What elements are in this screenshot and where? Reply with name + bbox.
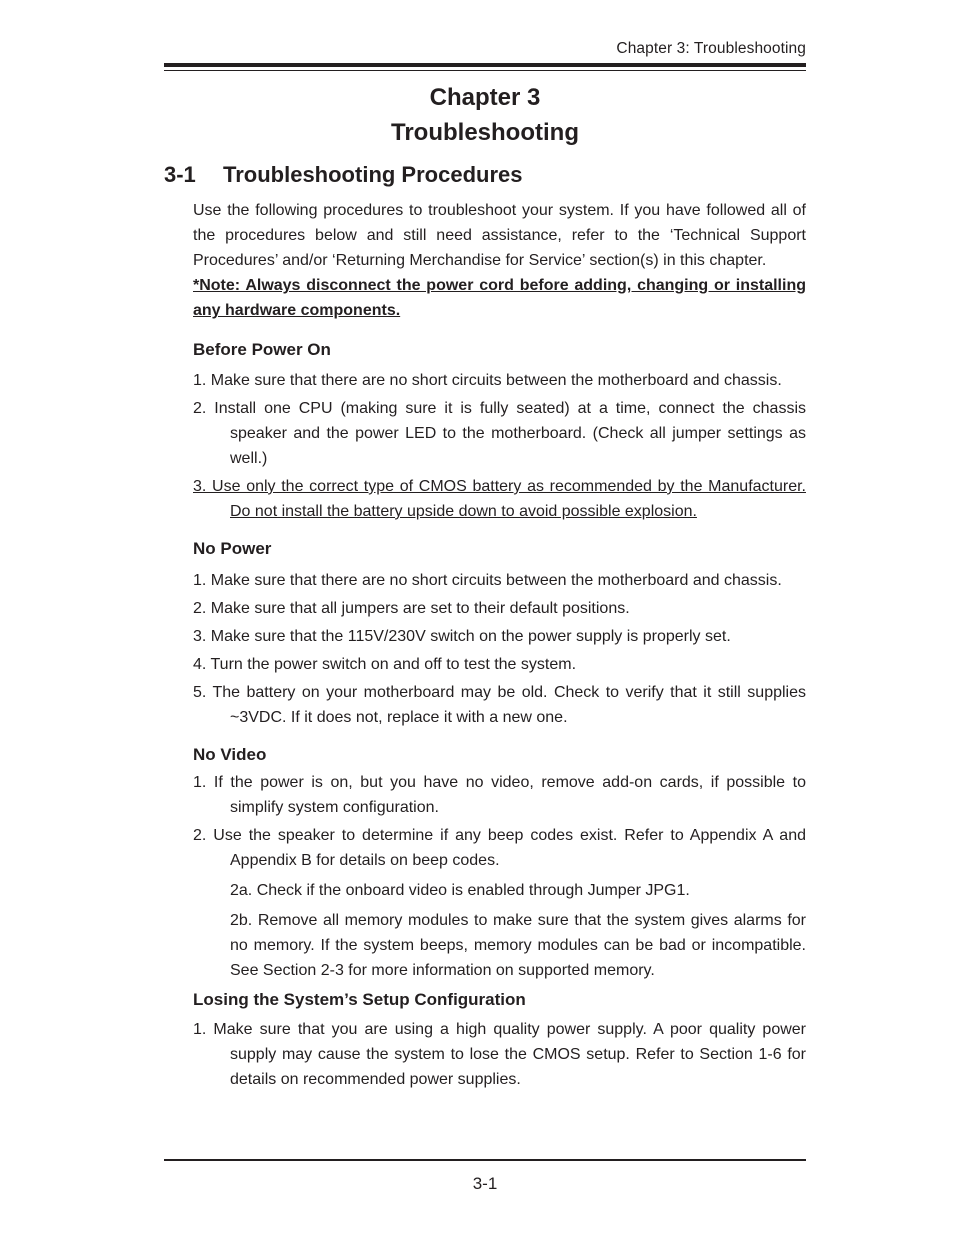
list-item: 3. Make sure that the 115V/230V switch on the power supply is properly set. <box>193 628 731 645</box>
running-header: Chapter 3: Troubleshooting <box>616 40 806 57</box>
chapter-title <box>164 80 806 150</box>
list-item: 4. Turn the power switch on and off to test the system. <box>193 656 577 673</box>
intro-paragraph: Use the following procedures to troubleshoot your system. If you have followed all of the procedures below and still need assistance, refer to the ‘Technical Support Procedures’ and/or ‘Returning Merchandise for Service’ section(s) in this chapter. <box>193 202 806 269</box>
before-power-on-heading: Before Power On <box>193 340 331 359</box>
list-item: 1. Make sure that there are no short circuits between the motherboard and chassis. <box>193 572 782 589</box>
list-item: 2. Use the speaker to determine if any beep codes exist. Refer to Appendix A and Appendix B for details on beep codes. <box>193 827 806 869</box>
no-video-heading: No Video <box>193 745 267 764</box>
header-rule-thin <box>164 70 806 71</box>
chapter-number: Chapter 3 <box>429 84 541 111</box>
header-rule-thick <box>164 63 806 67</box>
no-power-heading: No Power <box>193 539 272 558</box>
list-subitem: 2a. Check if the onboard video is enabled through Jumper JPG1. <box>230 882 690 899</box>
footer-rule <box>164 1159 806 1161</box>
list-item: 1. If the power is on, but you have no video, remove add-on cards, if possible to simplify system configuration. <box>193 774 806 816</box>
page-body <box>193 198 806 1092</box>
losing-setup-heading: Losing the System’s Setup Configuration <box>193 990 526 1009</box>
section-heading <box>164 162 522 188</box>
list-item: 1. Make sure that you are using a high quality power supply. A poor quality power supply may cause the system to lose the CMOS setup. Refer to Section 1-6 for details on recommended power supplies. <box>193 1021 806 1088</box>
page-number: 3-1 <box>472 1174 498 1193</box>
safety-note: *Note: Always disconnect the power cord before adding, changing or installing any hardware components. <box>193 277 806 319</box>
chapter-name: Troubleshooting <box>391 119 579 146</box>
section-title: Troubleshooting Procedures <box>223 162 523 187</box>
list-item: 1. Make sure that there are no short circuits between the motherboard and chassis. <box>193 372 782 389</box>
list-item: 5. The battery on your motherboard may be old. Check to verify that it still supplies ~3VDC. If it does not, replace it with a new one. <box>193 684 806 726</box>
list-item: 2. Install one CPU (making sure it is fully seated) at a time, connect the chassis speaker and the power LED to the motherboard. (Check all jumper settings as well.) <box>193 400 806 467</box>
section-number: 3-1 <box>164 162 196 187</box>
list-item: 3. Use only the correct type of CMOS battery as recommended by the Manufacturer. Do not install the battery upside down to avoid possible explosion. <box>193 478 806 520</box>
list-subitem: 2b. Remove all memory modules to make sure that the system gives alarms for no memory. If the system beeps, memory modules can be bad or incompatible. See Section 2-3 for more information on supported memory. <box>230 912 806 979</box>
list-item: 2. Make sure that all jumpers are set to their default positions. <box>193 600 630 617</box>
